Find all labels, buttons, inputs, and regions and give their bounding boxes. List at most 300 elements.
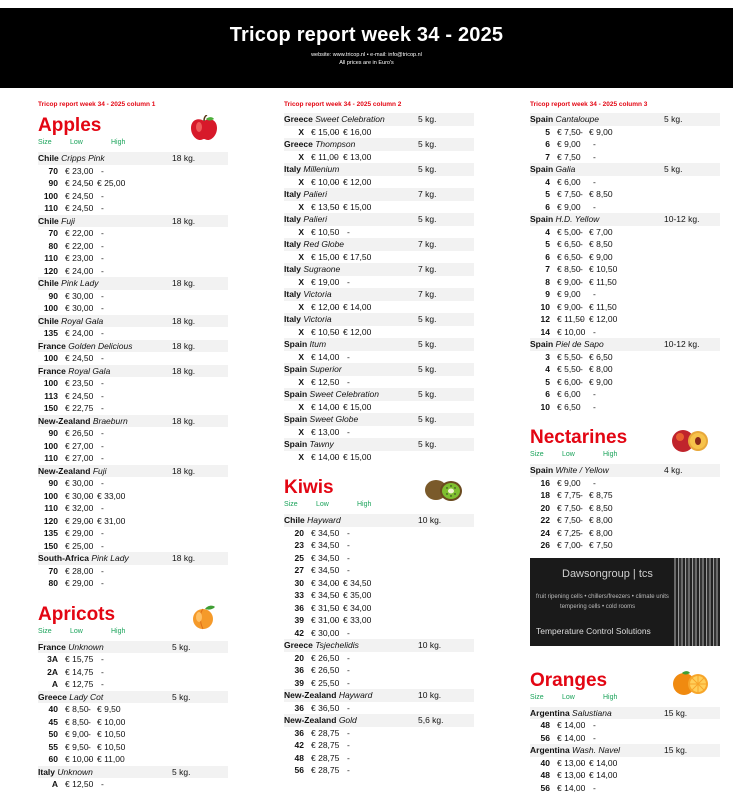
price-row (530, 376, 720, 389)
price-size: 4 (545, 364, 550, 374)
price-row (530, 782, 720, 795)
origin-country: Argentina (530, 707, 570, 718)
variety-name: Tawny (309, 439, 334, 449)
price-low: € 30,00 (65, 290, 94, 301)
section-title-apricots (38, 602, 228, 628)
origin-country: Chile (284, 515, 305, 525)
range-dash: - (347, 276, 350, 287)
origin-country: Greece (284, 114, 313, 124)
price-high: - € 7,00 (589, 226, 613, 239)
price-high: - € 14,00 (343, 301, 371, 314)
price-row (530, 477, 720, 490)
price-row (530, 276, 720, 289)
pack-size: 18 kg. (172, 553, 196, 563)
price-row (530, 514, 720, 527)
variety-name: Sweet Globe (309, 414, 359, 424)
price-row (38, 402, 228, 415)
pack-size: 5 kg. (418, 214, 437, 224)
price-low: € 24,50 (65, 353, 94, 363)
price-size: X (298, 401, 304, 412)
price-row (284, 539, 474, 552)
origin-country: Italy (284, 239, 302, 249)
price-row (530, 188, 720, 201)
price-low: € 5,50 (557, 351, 581, 362)
price-size: 18 (540, 490, 550, 500)
range-dash: - (593, 477, 596, 488)
price-size: 16 (540, 477, 550, 488)
price-size: 2A (47, 666, 58, 677)
price-low: € 7,50 (557, 189, 581, 199)
section-spacer (530, 413, 720, 425)
legend-low: Low (70, 139, 83, 146)
origin-country: Italy (38, 766, 56, 777)
range-dash: - (347, 727, 350, 738)
pack-size: 5 kg. (418, 414, 437, 424)
pack-size: 18 kg. (172, 365, 196, 376)
column-header: Tricop report week 34 - 2025 column 2 (284, 101, 402, 108)
price-row (530, 502, 720, 515)
price-low: € 23,00 (65, 253, 94, 263)
price-row (38, 753, 228, 766)
variety-name: Victoria (303, 314, 332, 324)
price-size: 5 (545, 189, 550, 199)
price-low: € 29,00 (65, 528, 94, 538)
range-dash: - (593, 139, 596, 149)
price-low: € 10,00 (557, 326, 586, 337)
range-dash: - (101, 565, 104, 576)
price-row (530, 401, 720, 414)
section-title-oranges (530, 668, 720, 694)
price-high: - € 10,50 (97, 741, 125, 754)
price-size: 56 (540, 782, 550, 793)
price-low: € 11,50 (557, 314, 585, 324)
variety-name: H.D. Yellow (555, 214, 600, 224)
variety-name: Cantaloupe (555, 114, 600, 124)
ad-tagline: Temperature Control Solutions (536, 625, 651, 636)
variety-name: Superior (309, 364, 342, 374)
product-group-header (38, 415, 228, 428)
product-group-header (284, 213, 474, 226)
price-low: € 6,00 (557, 176, 581, 187)
range-dash: - (347, 652, 350, 663)
origin-country: France (38, 340, 66, 351)
price-row (284, 564, 474, 577)
pack-size: 10 kg. (418, 640, 442, 650)
price-low: € 28,75 (311, 740, 340, 750)
range-dash: - (101, 654, 104, 664)
price-high: - € 34,00 (343, 602, 371, 615)
price-low: € 8,50 (65, 716, 89, 727)
variety-name: Palieri (303, 189, 328, 199)
price-low: € 22,75 (65, 403, 94, 413)
range-dash: - (101, 328, 104, 338)
price-row (530, 388, 720, 401)
origin-country: Italy (284, 264, 302, 274)
price-row (38, 265, 228, 278)
price-size: 27 (294, 565, 304, 575)
variety-name: White / Yellow (555, 465, 609, 475)
price-size: 30 (294, 577, 304, 588)
product-group-header (284, 313, 474, 326)
price-low: € 13,00 (311, 426, 340, 437)
price-low: € 31,00 (311, 615, 340, 625)
price-size: 14 (540, 326, 550, 337)
price-high: - € 6,50 (589, 351, 613, 364)
pack-size: 5 kg. (172, 766, 191, 777)
price-low: € 30,00 (65, 478, 94, 488)
price-low: € 12,00 (311, 301, 340, 312)
price-size: 20 (294, 527, 304, 538)
price-row (530, 126, 720, 139)
price-size: 90 (48, 290, 58, 301)
price-high: - € 33,00 (97, 490, 125, 503)
variety-name: Cripps Pink (61, 153, 105, 163)
price-size: 110 (44, 203, 58, 213)
price-low: € 29,00 (65, 578, 94, 588)
range-dash: - (101, 578, 104, 588)
price-size: X (298, 326, 304, 337)
price-size: 25 (294, 552, 304, 563)
origin-country: Spain (284, 364, 308, 374)
price-low: € 11,00 (311, 151, 339, 162)
section-title-text: Nectarines (530, 427, 628, 448)
price-low: € 19,00 (311, 276, 340, 287)
price-row (284, 664, 474, 677)
price-row (284, 451, 474, 464)
range-dash: - (347, 540, 350, 550)
price-high: - € 10,00 (97, 716, 125, 729)
range-dash: - (101, 666, 104, 677)
pack-size: 5 kg. (418, 139, 437, 149)
price-row (38, 227, 228, 240)
variety-name: Itum (309, 339, 327, 349)
variety-name: Pink Lady (61, 278, 99, 288)
origin-country: New-Zealand (284, 715, 337, 725)
price-high: - € 9,00 (589, 126, 613, 139)
price-size: 36 (294, 602, 304, 613)
price-row (38, 741, 228, 754)
product-group-header (38, 340, 228, 353)
price-row (530, 288, 720, 301)
pack-size: 18 kg. (172, 340, 196, 351)
variety-name: Royal Gala (61, 315, 104, 326)
price-size: 56 (294, 765, 304, 775)
price-low: € 34,00 (311, 577, 340, 588)
price-low: € 27,00 (65, 440, 94, 451)
variety-name: Piel de Sapo (555, 339, 604, 349)
price-size: 26 (540, 540, 550, 550)
price-size: 48 (540, 720, 550, 730)
legend-low: Low (562, 693, 575, 701)
product-group-header (284, 113, 474, 126)
price-size: 20 (294, 652, 304, 663)
pack-size: 15 kg. (664, 707, 688, 718)
price-row (530, 326, 720, 339)
range-dash: - (593, 151, 596, 162)
price-size: 45 (48, 716, 58, 727)
variety-name: Millenium (303, 164, 340, 174)
price-row (530, 719, 720, 732)
price-high: - € 8,75 (589, 489, 613, 502)
price-low: € 10,50 (311, 326, 340, 337)
price-row (284, 727, 474, 740)
ad-services-2: tempering cells • cold rooms (560, 603, 636, 610)
price-low: € 29,00 (65, 515, 94, 526)
product-group-header (38, 215, 228, 228)
price-low: € 6,50 (557, 251, 581, 262)
origin-country: Chile (38, 315, 59, 326)
price-high: - € 35,00 (343, 589, 371, 602)
range-dash: - (593, 176, 596, 187)
price-row (38, 678, 228, 691)
variety-name: Royal Gala (68, 365, 111, 376)
price-low: € 25,00 (65, 540, 94, 551)
variety-name: Sweet Celebration (315, 114, 385, 124)
range-dash: - (347, 527, 350, 538)
price-size: 7 (545, 264, 550, 274)
range-dash: - (101, 240, 104, 251)
range-dash: - (101, 453, 104, 463)
price-low: € 7,50 (557, 151, 581, 162)
price-low: € 26,50 (65, 428, 94, 438)
pack-size: 5 kg. (418, 314, 437, 324)
column-legend (38, 628, 228, 641)
report-column-1 (38, 101, 228, 791)
column-legend (530, 694, 720, 707)
pack-size: 10 kg. (418, 515, 442, 525)
price-low: € 14,00 (311, 451, 340, 462)
banner-stripes (674, 558, 720, 646)
price-size: X (298, 251, 304, 262)
price-size: 90 (48, 428, 58, 438)
price-row (284, 552, 474, 565)
price-high: - € 12,00 (343, 176, 371, 189)
price-row (38, 240, 228, 253)
price-row (284, 126, 474, 139)
range-dash: - (347, 552, 350, 563)
price-row (38, 577, 228, 590)
price-size: 39 (294, 677, 304, 688)
price-size: 110 (44, 253, 58, 263)
price-high: - € 9,00 (589, 376, 613, 389)
price-low: € 6,00 (557, 376, 581, 387)
pack-size: 4 kg. (664, 465, 683, 475)
pack-size: 10-12 kg. (664, 214, 700, 224)
variety-name: Lady Cot (69, 691, 104, 702)
report-header (0, 8, 733, 88)
column-legend (38, 139, 228, 152)
price-row (284, 752, 474, 765)
price-row (38, 540, 228, 553)
variety-name: Tsjechelidis (315, 640, 359, 650)
price-size: 33 (294, 590, 304, 600)
price-low: € 31,50 (311, 602, 340, 613)
range-dash: - (101, 378, 104, 388)
range-dash: - (593, 326, 596, 337)
product-group-header (284, 163, 474, 176)
range-dash: - (101, 290, 104, 301)
price-low: € 34,50 (311, 590, 340, 600)
price-size: 6 (545, 389, 550, 399)
price-size: 9 (545, 289, 550, 299)
price-high: - € 8,50 (589, 502, 613, 515)
legend-low: Low (562, 451, 575, 458)
price-size: 42 (294, 627, 304, 638)
column-legend (284, 501, 474, 514)
price-row (284, 677, 474, 690)
price-size: 80 (48, 578, 58, 588)
range-dash: - (101, 779, 104, 789)
price-low: € 9,00 (65, 729, 89, 739)
price-row (38, 490, 228, 503)
price-row (38, 390, 228, 403)
product-group-header (530, 163, 720, 176)
price-size: 150 (43, 403, 58, 413)
price-row (530, 732, 720, 745)
price-row (284, 739, 474, 752)
price-row (530, 363, 720, 376)
section-spacer (38, 590, 228, 602)
price-low: € 14,00 (557, 782, 586, 793)
pack-size: 5 kg. (664, 164, 683, 174)
section-title-text: Apples (38, 115, 102, 136)
price-size: 120 (43, 515, 58, 526)
price-row (284, 401, 474, 414)
product-group-header (38, 365, 228, 378)
price-low: € 36,50 (311, 702, 340, 713)
range-dash: - (347, 426, 350, 437)
origin-country: Spain (530, 339, 554, 349)
variety-name: Braeburn (92, 415, 128, 426)
section-title-text: Apricots (38, 603, 116, 625)
variety-name: Hayward (307, 515, 341, 525)
price-row (38, 703, 228, 716)
price-row (530, 226, 720, 239)
price-high: - € 31,00 (97, 515, 125, 528)
price-row (530, 539, 720, 552)
price-size: 100 (43, 353, 58, 363)
range-dash: - (593, 782, 596, 793)
price-low: € 26,50 (311, 665, 340, 675)
price-low: € 7,75 (557, 490, 581, 500)
price-low: € 28,75 (311, 727, 340, 738)
range-dash: - (347, 565, 350, 575)
price-size: 48 (540, 770, 550, 780)
price-size: 80 (48, 240, 58, 251)
price-high: - € 16,00 (343, 126, 371, 139)
price-low: € 23,50 (65, 378, 94, 388)
price-high: - € 25,00 (97, 177, 125, 190)
price-low: € 12,75 (65, 679, 94, 689)
product-group-header (38, 277, 228, 290)
price-size: X (298, 176, 304, 187)
price-size: 56 (540, 732, 550, 743)
price-size: 20 (540, 502, 550, 513)
price-low: € 24,50 (65, 203, 94, 213)
origin-country: Italy (284, 164, 302, 174)
variety-name: Salustiana (572, 707, 612, 718)
price-low: € 6,00 (557, 389, 581, 399)
legend-size: Size (530, 451, 544, 458)
price-size: 4 (545, 226, 550, 237)
price-low: € 15,00 (311, 126, 340, 137)
price-high: - € 33,00 (343, 614, 371, 627)
price-low: € 10,00 (311, 176, 340, 187)
price-low: € 9,00 (557, 276, 581, 287)
price-size: 40 (540, 757, 550, 768)
variety-name: Victoria (303, 289, 332, 299)
price-row (284, 577, 474, 590)
origin-country: Italy (284, 314, 302, 324)
price-size: X (298, 201, 304, 212)
pack-size: 10-12 kg. (664, 339, 700, 349)
product-group-header (38, 315, 228, 328)
price-row (284, 201, 474, 214)
price-row (284, 426, 474, 439)
origin-country: New-Zealand (284, 690, 337, 700)
price-high: - € 9,50 (97, 703, 121, 716)
price-low: € 15,75 (65, 654, 94, 664)
price-row (38, 502, 228, 515)
range-dash: - (101, 303, 104, 313)
price-low: € 9,00 (557, 201, 581, 212)
section-title-text: Oranges (530, 669, 608, 691)
price-size: 135 (43, 328, 58, 338)
price-low: € 32,00 (65, 503, 94, 513)
price-size: 42 (294, 740, 304, 750)
origin-country: Chile (38, 215, 59, 226)
price-row (284, 527, 474, 540)
price-row (530, 757, 720, 770)
price-row (530, 351, 720, 364)
price-row (38, 190, 228, 203)
origin-country: France (38, 365, 66, 376)
price-size: 5 (545, 376, 550, 387)
pack-size: 18 kg. (172, 153, 196, 163)
price-low: € 28,75 (311, 765, 340, 775)
origin-country: Spain (530, 214, 554, 224)
range-dash: - (347, 677, 350, 688)
legend-size: Size (530, 693, 544, 701)
price-low: € 13,00 (557, 757, 586, 768)
product-group-header (38, 691, 228, 704)
origin-country: Spain (284, 389, 308, 399)
price-size: 60 (48, 754, 58, 764)
origin-country: Spain (530, 465, 554, 475)
price-row (38, 352, 228, 365)
price-row (284, 764, 474, 777)
pack-size: 5 kg. (418, 114, 437, 124)
advertisement-banner[interactable] (530, 558, 720, 646)
range-dash: - (101, 253, 104, 263)
variety-name: Galia (555, 164, 576, 174)
price-low: € 13,50 (311, 201, 340, 212)
price-high: - € 15,00 (343, 451, 371, 464)
variety-name: Thompson (315, 139, 356, 149)
price-row (38, 452, 228, 465)
price-size: 36 (294, 665, 304, 675)
origin-country: Spain (530, 114, 554, 124)
pack-size: 7 kg. (418, 264, 437, 274)
legend-high: High (111, 139, 126, 146)
price-low: € 7,50 (557, 502, 581, 513)
origin-country: Italy (284, 189, 302, 199)
range-dash: - (101, 440, 104, 451)
price-row (284, 251, 474, 264)
price-low: € 30,00 (65, 303, 94, 313)
price-low: € 5,50 (557, 364, 581, 374)
price-size: 55 (48, 741, 58, 752)
